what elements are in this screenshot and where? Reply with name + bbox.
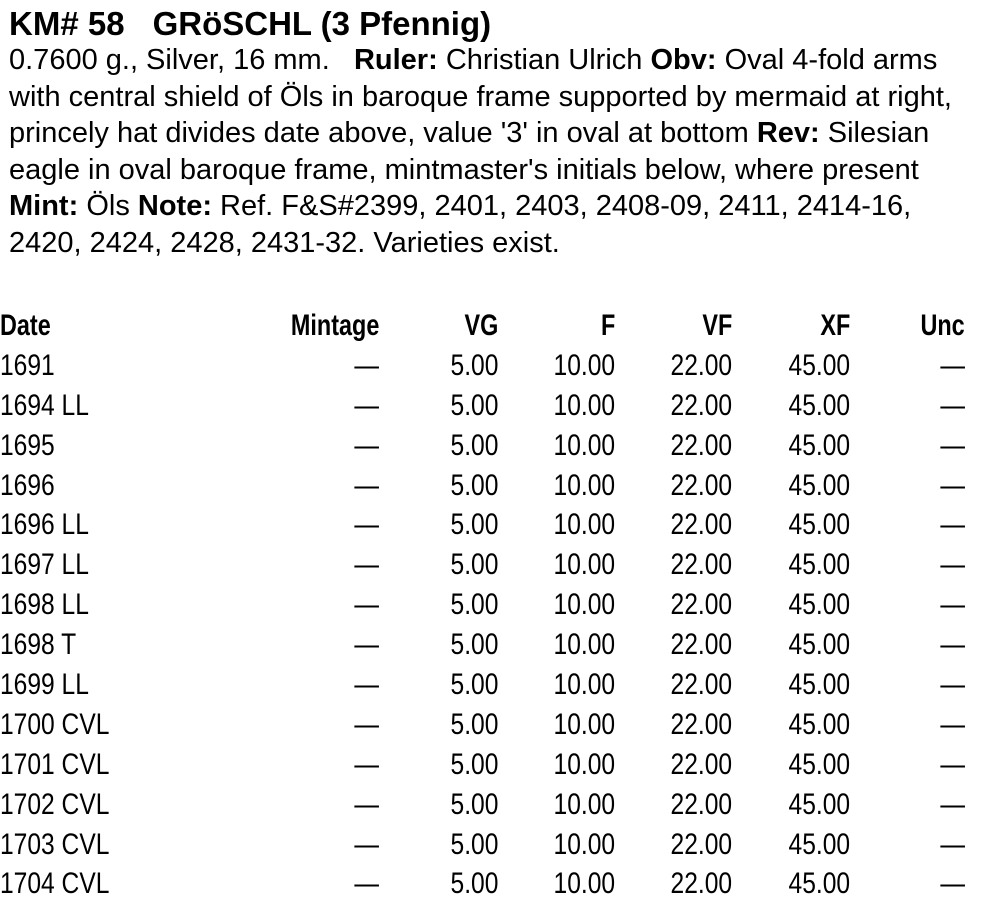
cell-vg: 5.00 bbox=[450, 428, 498, 462]
cell-date: 1696 LL bbox=[0, 508, 89, 542]
cell-vf: 22.00 bbox=[670, 348, 732, 382]
cell-vf: 22.00 bbox=[670, 867, 732, 901]
cell-date: 1698 T bbox=[0, 628, 77, 662]
entry-title bbox=[9, 4, 974, 44]
cell-vg: 5.00 bbox=[450, 348, 498, 382]
cell-f: 10.00 bbox=[553, 588, 615, 622]
cell-unc: — bbox=[940, 348, 965, 382]
cell-f: 10.00 bbox=[553, 348, 615, 382]
table-row bbox=[0, 466, 965, 506]
cell-xf: 45.00 bbox=[788, 827, 850, 861]
cell-mintage: — bbox=[354, 468, 379, 502]
cell-date: 1699 LL bbox=[0, 668, 89, 702]
cell-vf: 22.00 bbox=[670, 707, 732, 741]
cell-unc: — bbox=[940, 707, 965, 741]
cell-unc: — bbox=[940, 588, 965, 622]
table-row bbox=[0, 346, 965, 386]
cell-unc: — bbox=[940, 388, 965, 422]
cell-vg: 5.00 bbox=[450, 867, 498, 901]
cell-vf: 22.00 bbox=[670, 787, 732, 821]
cell-mintage: — bbox=[354, 508, 379, 542]
cell-vg: 5.00 bbox=[450, 787, 498, 821]
cell-vg: 5.00 bbox=[450, 548, 498, 582]
cell-xf: 45.00 bbox=[788, 508, 850, 542]
table-row bbox=[0, 785, 965, 825]
cell-vg: 5.00 bbox=[450, 588, 498, 622]
table-row bbox=[0, 825, 965, 865]
cell-mintage: — bbox=[354, 548, 379, 582]
cell-unc: — bbox=[940, 668, 965, 702]
table-row bbox=[0, 585, 965, 625]
cell-xf: 45.00 bbox=[788, 388, 850, 422]
cell-vg: 5.00 bbox=[450, 707, 498, 741]
table-row bbox=[0, 505, 965, 545]
cell-vf: 22.00 bbox=[670, 468, 732, 502]
km-number: KM# 58 bbox=[9, 5, 125, 42]
coin-specs: 0.7600 g., Silver, 16 mm. bbox=[9, 44, 330, 76]
cell-vg: 5.00 bbox=[450, 747, 498, 781]
cell-mintage: — bbox=[354, 787, 379, 821]
cell-f: 10.00 bbox=[553, 787, 615, 821]
cell-mintage: — bbox=[354, 707, 379, 741]
cell-date: 1695 bbox=[0, 428, 55, 462]
cell-unc: — bbox=[940, 548, 965, 582]
cell-xf: 45.00 bbox=[788, 787, 850, 821]
cell-xf: 45.00 bbox=[788, 348, 850, 382]
column-header-f: F bbox=[600, 309, 615, 342]
cell-vg: 5.00 bbox=[450, 827, 498, 861]
cell-vf: 22.00 bbox=[670, 388, 732, 422]
price-table bbox=[0, 306, 965, 904]
cell-vg: 5.00 bbox=[450, 388, 498, 422]
entry-description bbox=[9, 42, 974, 262]
mint-value: Öls bbox=[86, 190, 130, 223]
cell-xf: 45.00 bbox=[788, 548, 850, 582]
cell-xf: 45.00 bbox=[788, 628, 850, 662]
obverse-label: Obv: bbox=[650, 44, 717, 76]
cell-date: 1700 CVL bbox=[0, 707, 110, 741]
cell-vg: 5.00 bbox=[450, 628, 498, 662]
cell-xf: 45.00 bbox=[788, 468, 850, 502]
cell-mintage: — bbox=[354, 747, 379, 781]
table-row bbox=[0, 665, 965, 705]
column-header-vg: VG bbox=[464, 309, 498, 342]
table-header-row bbox=[0, 306, 965, 346]
mint-label: Mint: bbox=[9, 190, 79, 223]
reverse-label: Rev: bbox=[756, 117, 820, 150]
cell-vf: 22.00 bbox=[670, 827, 732, 861]
cell-date: 1696 bbox=[0, 468, 55, 502]
cell-unc: — bbox=[940, 628, 965, 662]
table-row bbox=[0, 545, 965, 585]
reverse-value: Silesian eagle in oval baroque frame, mintmaster's initials below, where present bbox=[9, 117, 930, 186]
cell-f: 10.00 bbox=[553, 428, 615, 462]
cell-unc: — bbox=[940, 867, 965, 901]
table-row bbox=[0, 625, 965, 665]
cell-unc: — bbox=[940, 787, 965, 821]
cell-vf: 22.00 bbox=[670, 628, 732, 662]
coin-name: GRöSCHL (3 Pfennig) bbox=[152, 5, 492, 42]
ruler-label: Ruler: bbox=[353, 44, 438, 76]
cell-f: 10.00 bbox=[553, 707, 615, 741]
cell-unc: — bbox=[940, 508, 965, 542]
cell-vf: 22.00 bbox=[670, 508, 732, 542]
cell-unc: — bbox=[940, 827, 965, 861]
cell-date: 1703 CVL bbox=[0, 827, 110, 861]
cell-mintage: — bbox=[354, 628, 379, 662]
cell-vf: 22.00 bbox=[670, 588, 732, 622]
cell-unc: — bbox=[940, 428, 965, 462]
cell-f: 10.00 bbox=[553, 388, 615, 422]
cell-f: 10.00 bbox=[553, 867, 615, 901]
cell-vg: 5.00 bbox=[450, 468, 498, 502]
cell-mintage: — bbox=[354, 588, 379, 622]
obverse-value: Oval 4-fold arms with central shield of Öls in baroque frame supported by mermaid at right, princely hat divides date above, value '3' in oval at bottom bbox=[9, 44, 952, 150]
cell-date: 1702 CVL bbox=[0, 787, 110, 821]
cell-mintage: — bbox=[354, 827, 379, 861]
cell-vf: 22.00 bbox=[670, 428, 732, 462]
cell-vf: 22.00 bbox=[670, 747, 732, 781]
cell-date: 1704 CVL bbox=[0, 867, 110, 901]
cell-unc: — bbox=[940, 468, 965, 502]
note-label: Note: bbox=[137, 190, 212, 223]
cell-date: 1698 LL bbox=[0, 588, 89, 622]
cell-vf: 22.00 bbox=[670, 668, 732, 702]
cell-xf: 45.00 bbox=[788, 588, 850, 622]
cell-mintage: — bbox=[354, 668, 379, 702]
cell-f: 10.00 bbox=[553, 508, 615, 542]
cell-f: 10.00 bbox=[553, 827, 615, 861]
note-value: Ref. F&S#2399, 2401, 2403, 2408-09, 2411, 2414-16, 2420, 2424, 2428, 2431-32. Varieties exist. bbox=[9, 190, 912, 259]
table-row bbox=[0, 386, 965, 426]
column-header-mintage: Mintage bbox=[290, 309, 379, 342]
cell-xf: 45.00 bbox=[788, 428, 850, 462]
catalog-entry bbox=[9, 0, 974, 262]
cell-f: 10.00 bbox=[553, 747, 615, 781]
cell-date: 1697 LL bbox=[0, 548, 89, 582]
cell-mintage: — bbox=[354, 348, 379, 382]
table-body bbox=[0, 346, 965, 904]
ruler-value: Christian Ulrich bbox=[445, 44, 643, 76]
cell-xf: 45.00 bbox=[788, 747, 850, 781]
cell-date: 1694 LL bbox=[0, 388, 89, 422]
cell-vg: 5.00 bbox=[450, 668, 498, 702]
cell-mintage: — bbox=[354, 428, 379, 462]
cell-xf: 45.00 bbox=[788, 867, 850, 901]
cell-unc: — bbox=[940, 747, 965, 781]
cell-mintage: — bbox=[354, 388, 379, 422]
cell-vf: 22.00 bbox=[670, 548, 732, 582]
cell-xf: 45.00 bbox=[788, 707, 850, 741]
cell-f: 10.00 bbox=[553, 628, 615, 662]
cell-xf: 45.00 bbox=[788, 668, 850, 702]
table-row bbox=[0, 745, 965, 785]
cell-date: 1691 bbox=[0, 348, 55, 382]
column-header-vf: VF bbox=[702, 309, 732, 342]
cell-f: 10.00 bbox=[553, 468, 615, 502]
table-row bbox=[0, 426, 965, 466]
cell-date: 1701 CVL bbox=[0, 747, 110, 781]
cell-f: 10.00 bbox=[553, 668, 615, 702]
cell-mintage: — bbox=[354, 867, 379, 901]
column-header-xf: XF bbox=[820, 309, 850, 342]
table-row bbox=[0, 705, 965, 745]
column-header-date: Date bbox=[0, 309, 51, 342]
column-header-unc: Unc bbox=[920, 309, 965, 342]
table-row bbox=[0, 864, 965, 904]
cell-f: 10.00 bbox=[553, 548, 615, 582]
cell-vg: 5.00 bbox=[450, 508, 498, 542]
